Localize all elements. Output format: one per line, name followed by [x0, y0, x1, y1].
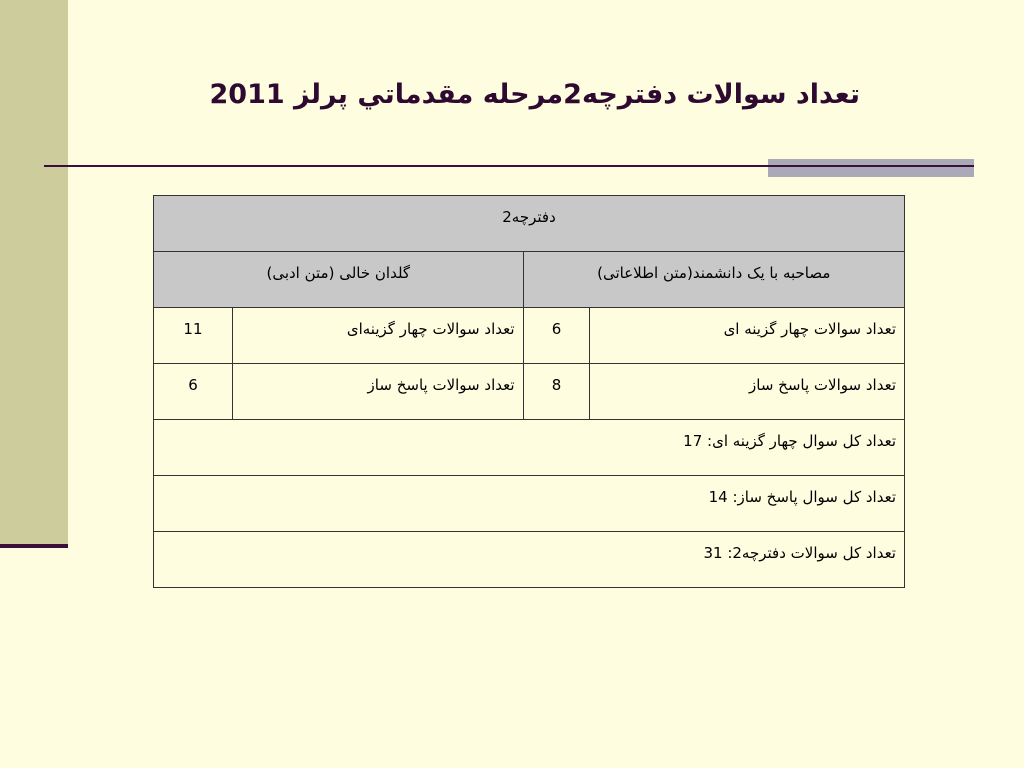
- row-value-cell: 8: [523, 364, 590, 420]
- row-value-cell: 6: [523, 308, 590, 364]
- total-row: [154, 476, 905, 532]
- section-header-row: [154, 252, 905, 308]
- title-rule-accent-line: [768, 165, 974, 167]
- total-constructed-response: تعداد کل سوال پاسخ ساز: 14: [154, 476, 905, 532]
- table-row: [154, 308, 905, 364]
- total-booklet-questions: تعداد کل سوالات دفترچه2: 31: [154, 532, 905, 588]
- row-label-cell: تعداد سوالات چهار گزینه ای: [590, 308, 905, 364]
- side-decoration-line: [0, 544, 68, 548]
- total-row: [154, 532, 905, 588]
- row-value-cell: 11: [154, 308, 233, 364]
- total-multiple-choice: تعداد کل سوال چهار گزینه ای: 17: [154, 420, 905, 476]
- slide-title: تعداد سوالات دفترچه2مرحله مقدماتي پرلز 2011: [209, 79, 860, 110]
- table-header-row: [154, 196, 905, 252]
- row-label-cell: تعداد سوالات چهار گزینه‌ای: [232, 308, 523, 364]
- title-rule-accent: [768, 159, 974, 177]
- booklet-table: [153, 195, 905, 588]
- table-row: [154, 364, 905, 420]
- row-label-cell: تعداد سوالات پاسخ ساز: [590, 364, 905, 420]
- section-header-informational: مصاحبه با یک دانشمند(متن اطلاعاتی): [523, 252, 904, 308]
- row-label-cell: تعداد سوالات پاسخ ساز: [232, 364, 523, 420]
- side-decoration-band: [0, 0, 68, 548]
- row-value-cell: 6: [154, 364, 233, 420]
- section-header-literary: گلدان خالی (متن ادبی): [154, 252, 524, 308]
- booklet-header-cell: دفترچه2: [154, 196, 905, 252]
- total-row: [154, 420, 905, 476]
